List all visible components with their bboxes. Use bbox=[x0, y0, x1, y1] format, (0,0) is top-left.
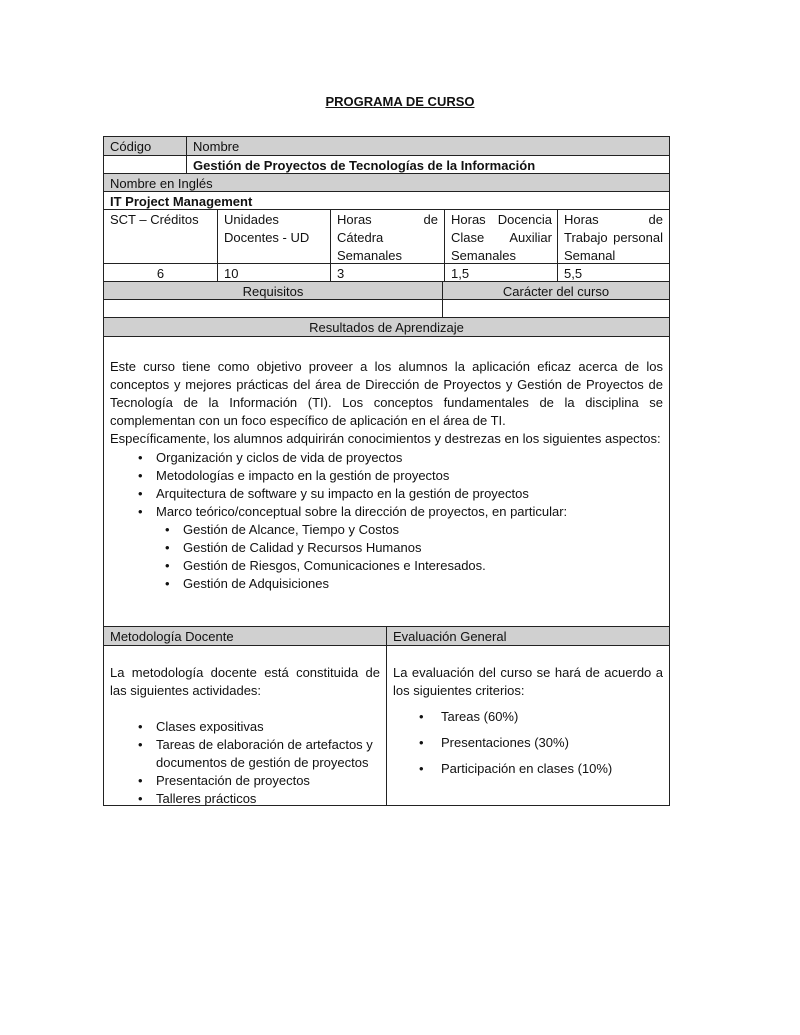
grid-line bbox=[557, 209, 558, 282]
horas-trabajo-value: 5,5 bbox=[564, 266, 583, 281]
list-item: • Gestión de Riesgos, Comunicaciones e Interesados. bbox=[110, 557, 663, 575]
requisitos-value bbox=[104, 300, 442, 318]
horas-catedra-header: Horas de Cátedra Semanales bbox=[337, 212, 438, 263]
evaluacion-content bbox=[387, 646, 669, 805]
codigo-value bbox=[104, 157, 186, 174]
grid-line bbox=[217, 209, 218, 282]
requisitos-header: Requisitos bbox=[104, 282, 442, 300]
sct-header: SCT – Créditos bbox=[110, 212, 199, 227]
list-item: • Presentación de proyectos bbox=[110, 772, 380, 790]
sub-aspectos-list bbox=[110, 521, 663, 593]
grid-line bbox=[386, 626, 387, 805]
list-item: • Tareas (60%) bbox=[393, 708, 663, 726]
caracter-header: Carácter del curso bbox=[443, 282, 669, 300]
grid-line bbox=[104, 281, 669, 282]
nombre-ingles-header: Nombre en Inglés bbox=[104, 174, 669, 192]
sct-value: 6 bbox=[156, 266, 165, 281]
list-item: • Gestión de Adquisiciones bbox=[110, 575, 663, 593]
list-item: • Marco teórico/conceptual sobre la dirección de proyectos, en particular: bbox=[110, 503, 663, 521]
list-item: • Presentaciones (30%) bbox=[393, 734, 663, 752]
unidades-header: Unidades Docentes - UD bbox=[224, 212, 310, 245]
evaluacion-text: La evaluación del curso se hará de acuerdo a los siguientes criterios: bbox=[393, 665, 663, 698]
aspectos-list bbox=[110, 449, 663, 521]
list-item: • Participación en clases (10%) bbox=[393, 760, 663, 778]
grid-line bbox=[442, 281, 443, 318]
grid-line bbox=[330, 209, 331, 282]
metodologia-content bbox=[104, 646, 386, 805]
list-item: • Clases expositivas bbox=[110, 718, 380, 736]
grid-line bbox=[186, 137, 187, 174]
course-table bbox=[103, 136, 670, 806]
list-item: • Tareas de elaboración de artefactos y documentos de gestión de proyectos bbox=[110, 736, 380, 772]
grid-line bbox=[104, 209, 669, 210]
grid-line bbox=[104, 173, 669, 174]
evaluacion-header: Evaluación General bbox=[387, 627, 669, 646]
nombre-ingles-value: IT Project Management bbox=[110, 194, 253, 209]
resultados-content bbox=[104, 337, 669, 627]
grid-line bbox=[104, 191, 669, 192]
list-item: • Metodologías e impacto en la gestión de proyectos bbox=[110, 467, 663, 485]
resultados-paragraph-1: Este curso tiene como objetivo proveer a los alumnos la aplicación eficaz acerca de los conceptos y mejores prácticas del área de Dirección de Proyectos y Gestión de Proyectos de Tecnología de la Información (TI). Los conceptos fundamentales de la disciplina se complementan con un foco específico de aplicación en el área de TI. bbox=[110, 359, 663, 428]
nombre-header: Nombre bbox=[187, 137, 669, 156]
list-item: • Gestión de Alcance, Tiempo y Costos bbox=[110, 521, 663, 539]
grid-line bbox=[104, 299, 669, 300]
resultados-paragraph-2: Específicamente, los alumnos adquirirán conocimientos y destrezas en los siguientes aspectos: bbox=[110, 431, 661, 446]
codigo-header: Código bbox=[104, 137, 186, 156]
list-item: • Organización y ciclos de vida de proyectos bbox=[110, 449, 663, 467]
metodologia-list bbox=[110, 718, 380, 808]
list-item: • Arquitectura de software y su impacto en la gestión de proyectos bbox=[110, 485, 663, 503]
horas-trabajo-header: Horas de Trabajo personal Semanal bbox=[564, 212, 663, 263]
metodologia-text: La metodología docente está constituida de las siguientes actividades: bbox=[110, 665, 380, 698]
grid-line bbox=[104, 263, 669, 264]
evaluacion-list bbox=[393, 708, 663, 778]
grid-line bbox=[104, 336, 669, 337]
metodologia-header: Metodología Docente bbox=[104, 627, 386, 646]
grid-line bbox=[104, 155, 669, 156]
grid-line bbox=[104, 317, 669, 318]
caracter-value bbox=[443, 300, 669, 318]
nombre-value: Gestión de Proyectos de Tecnologías de la Información bbox=[193, 158, 536, 173]
horas-catedra-value: 3 bbox=[337, 266, 345, 281]
grid-line bbox=[444, 209, 445, 282]
resultados-header: Resultados de Aprendizaje bbox=[104, 318, 669, 337]
unidades-value: 10 bbox=[224, 266, 239, 281]
list-item: • Talleres prácticos bbox=[110, 790, 380, 808]
list-item: • Gestión de Calidad y Recursos Humanos bbox=[110, 539, 663, 557]
horas-docencia-value: 1,5 bbox=[451, 266, 470, 281]
horas-docencia-header: Horas Docencia Clase Auxiliar Semanales bbox=[451, 212, 552, 263]
page-title: PROGRAMA DE CURSO bbox=[325, 94, 475, 109]
